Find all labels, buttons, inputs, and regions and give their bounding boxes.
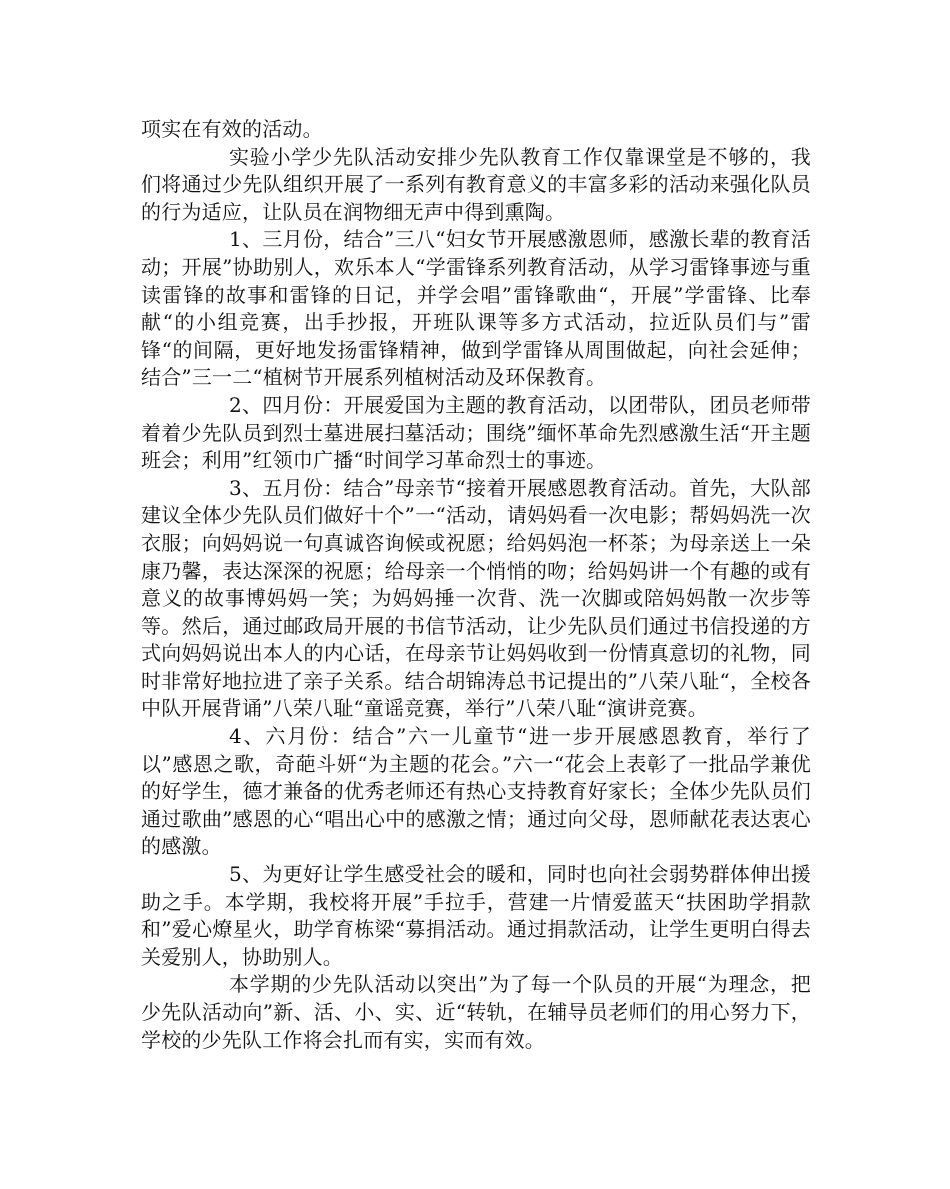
paragraph-april: 2、四月份：开展爱国为主题的教育活动，以团带队，团员老师带着着少先队员到烈士墓进展扫墓活动；围绕”缅怀革命先烈感激生活“开主题班会；利用”红领巾广播“时间学习革命烈士的事迹。 (141, 392, 811, 473)
paragraph-intro: 实验小学少先队活动安排少先队教育工作仅靠课堂是不够的，我们将通过少先队组织开展了一系列有教育意义的丰富多彩的活动来强化队员的行为适应，让队员在润物细无声中得到熏陶。 (141, 144, 811, 224)
paragraph-may: 3、五月份：结合”母亲节“接着开展感恩教育活动。首先，大队部建议全体少先队员们做好十个”一“活动，请妈妈看一次电影；帮妈妈洗一次衣服；向妈妈说一句真诚咨询候或祝愿；给妈妈泡一杯茶；为母亲送上一朵康乃馨，表达深深的祝愿；给母亲一个悄悄的吻；给妈妈讲一个有趣的或有意义的故事博妈妈一笑；为妈妈捶一次背、洗一次脚或陪妈妈散一次步等等。然后，通过邮政局开展的书信节活动，让少先队员们通过书信投递的方式向妈妈说出本人的内心话，在母亲节让妈妈收到一份情真意切的礼物，同时非常好地拉进了亲子关系。结合胡锦涛总书记提出的”八荣八耻“，全校各中队开展背诵”八荣八耻“童谣竞赛，举行”八荣八耻“演讲竞赛。 (141, 475, 811, 721)
document-body (141, 116, 811, 1054)
paragraph-march: 1、三月份，结合”三八“妇女节开展感激恩师，感激长辈的教育活动；开展”协助别人，欢乐本人“学雷锋系列教育活动，从学习雷锋事迹与重读雷锋的故事和雷锋的日记，并学会唱”雷锋歌曲“，开展”学雷锋、比奉献“的小组竞赛，出手抄报，开班队课等多方式活动，拉近队员们与”雷锋“的间隔，更好地发扬雷锋精神，做到学雷锋从周围做起，向社会延伸；结合”三一二“植树节开展系列植树活动及环保教育。 (141, 227, 811, 390)
paragraph-charity: 5、为更好让学生感受社会的暖和，同时也向社会弱势群体伸出援助之手。本学期，我校将开展”手拉手，营建一片情爱蓝天“扶困助学捐款和”爱心燎星火，助学育栋梁“募捐活动。通过捐款活动，让学生更明白得去关爱别人，协助别人。 (141, 862, 811, 969)
paragraph-continuation: 项实在有效的活动。 (141, 117, 323, 141)
paragraph-june: 4、六月份：结合”六一儿童节“进一步开展感恩教育，举行了以”感恩之歌，奇葩斗妍“为主题的花会。”六一“花会上表彰了一批品学兼优的好学生，德才兼备的优秀老师还有热心支持教育好家长；全体少先队员们通过歌曲”感恩的心“唱出心中的感激之情；通过向父母，恩师献花表达衷心的感激。 (141, 724, 811, 859)
paragraph-summary: 本学期的少先队活动以突出”为了每一个队员的开展“为理念，把少先队活动向”新、活、小、实、近“转轨，在辅导员老师们的用心努力下，学校的少先队工作将会扎而有实，实而有效。 (141, 972, 811, 1052)
